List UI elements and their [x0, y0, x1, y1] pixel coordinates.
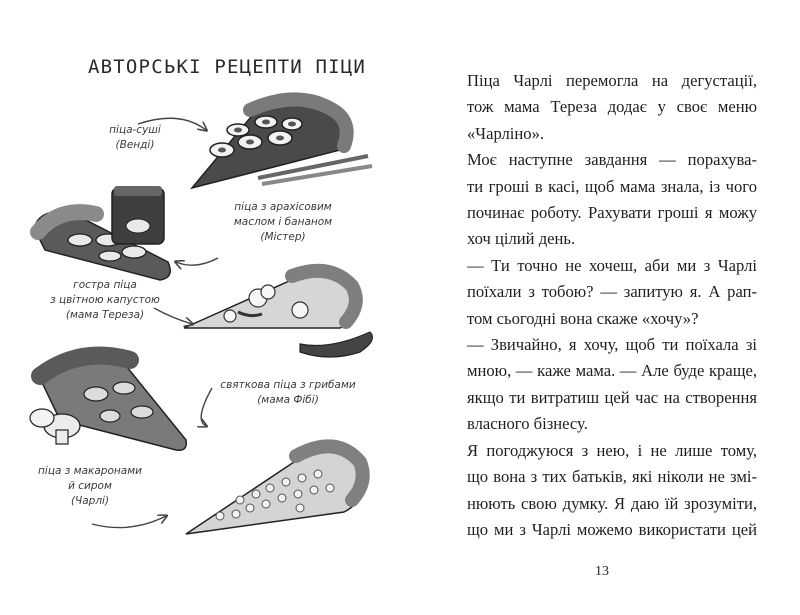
peanut-butter-pizza-icon — [34, 186, 170, 280]
recipe-label-peanut: піца з арахісовим маслом і бананом (Містер) — [233, 201, 333, 243]
paragraph: — Звичайно, я хочу, щоб ти поїхала зі мною, — каже мама. — Але буде краще, якщо ти витратиш цей час на створення власного бізнесу. — [467, 335, 757, 434]
recipes-title: АВТОРСЬКІ РЕЦЕПТИ ПІЦИ — [88, 56, 367, 78]
mushroom-pizza-icon — [30, 355, 186, 451]
sushi-pizza-icon — [192, 99, 372, 188]
recipe-label-cauliflower: гостра піца з цвітною капустою (мама Тереза) — [50, 279, 160, 321]
paragraph: — Ти точно не хочеш, аби ми з Чарлі поїхали з тобою? — запитую я. А рап- том сьогодні вона скаже «хочу»? — [467, 255, 757, 328]
recipe-label-sushi: піца-суші (Венді) — [109, 124, 161, 151]
page-number: 13 — [595, 564, 609, 579]
recipe-label-mushroom: святкова піца з грибами (мама Фібі) — [220, 379, 356, 406]
paragraph: Піца Чарлі перемогла на дегустації, тож мама Тереза додає у своє меню «Чарліно». — [467, 71, 757, 143]
cauliflower-pizza-icon — [184, 271, 372, 357]
right-page-text — [445, 68, 757, 543]
recipe-label-mac-cheese: піца з макаронами й сиром (Чарлі) — [38, 465, 142, 507]
paragraph: Моє наступне завдання — порахува- ти гроші в касі, щоб мама знала, із чого починає роботу. Рахувати гроші я можу хоч цілий день. — [467, 150, 757, 249]
paragraph: Я погоджуюся з нею, і не лише тому, що вона з тих батьків, які ніколи не змі- нюють свою думку. Я даю їй зрозуміти, що ми з Чарлі можемо використати цей — [467, 440, 757, 539]
mac-cheese-pizza-icon — [186, 446, 363, 534]
